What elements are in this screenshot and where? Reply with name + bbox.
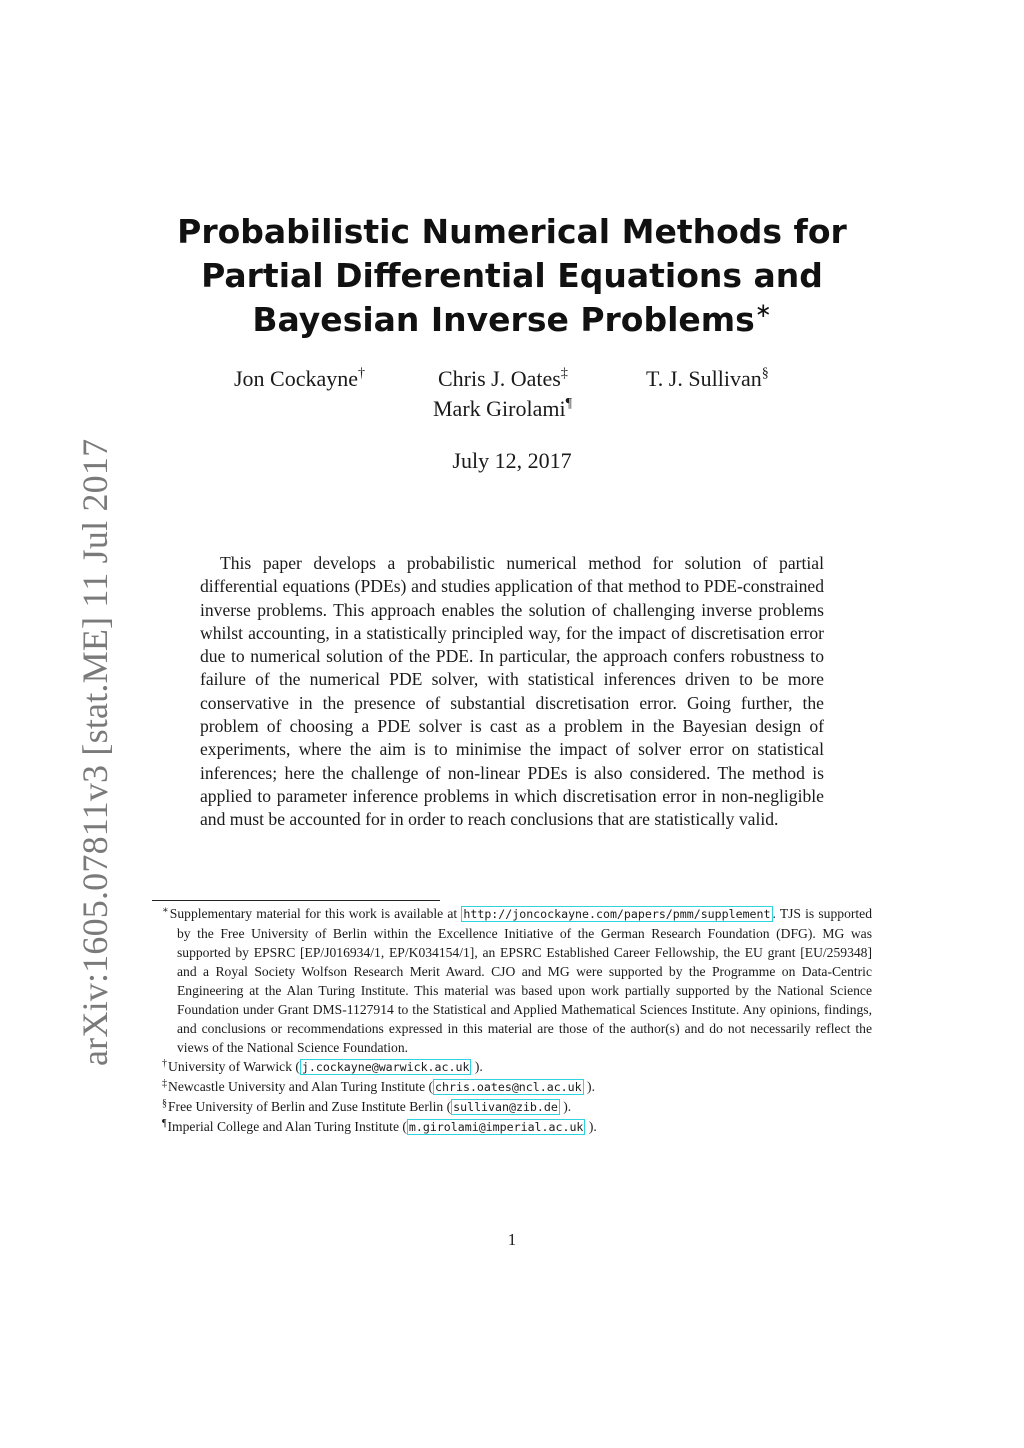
- footnote-text: . TJS is supported by the Free University of Berlin within the Excellence Initiative of the German Research Foundation (DFG). MG was supported by EPSRC [EP/J016934/1, EP/K034154/1], an EPSRC Established Career Fellowship, the EU grant [EU/259348] and a Royal Society Wolfson Research Merit Award. CJO and MG were supported by the Programme on Data-Centric Engineering at the Alan Turing Institute. This material was based upon work partially supported by the National Science Foundation under Grant DMS-1127914 to the Statistical and Applied Mathematical Sciences Institute. Any opinions, findings, and conclusions or recommendations expressed in this material are those of the author(s) and do not necessarily reflect the views of the National Science Foundation.: [177, 906, 872, 1055]
- email-link[interactable]: j.cockayne@warwick.ac.uk: [301, 1060, 470, 1074]
- author-mark-girolami: [433, 396, 572, 422]
- footnote-mark: ¶: [162, 1118, 167, 1129]
- author-footnote-mark[interactable]: †: [358, 366, 366, 381]
- footnote-mark: §: [162, 1098, 167, 1109]
- author-tj-sullivan: [646, 366, 769, 392]
- footnote-text: ).: [559, 1099, 572, 1114]
- author-list: [200, 366, 824, 421]
- footnote-affiliation-cockayne: [152, 1057, 872, 1077]
- title-footnote-mark[interactable]: ∗: [754, 300, 772, 322]
- footnote-text: Supplementary material for this work is available at: [169, 906, 462, 921]
- author-name: Chris J. Oates: [438, 366, 561, 391]
- footnote-mark: ∗: [162, 905, 169, 916]
- footnote-text: Free University of Berlin and Zuse Institute Berlin (: [168, 1099, 452, 1114]
- author-name: Jon Cockayne: [234, 366, 359, 391]
- page-number: 1: [507, 1230, 517, 1249]
- footnote-affiliation-oates: [152, 1077, 872, 1097]
- author-jon-cockayne: [234, 366, 365, 392]
- footnote-text: Newcastle University and Alan Turing Institute (: [168, 1079, 434, 1094]
- footnote-mark: ‡: [162, 1078, 167, 1089]
- author-footnote-mark[interactable]: ‡: [560, 366, 568, 381]
- footnote-supplementary: [152, 904, 872, 1057]
- arxiv-identifier: arXiv:1605.07811v3 [stat.ME] 11 Jul 2017: [75, 438, 115, 1066]
- footnotes: [152, 904, 872, 1137]
- author-footnote-mark[interactable]: ¶: [565, 396, 572, 411]
- footnote-text: ).: [585, 1119, 597, 1134]
- footnote-affiliation-sullivan: [152, 1097, 872, 1117]
- footnote-text: Imperial College and Alan Turing Institute (: [167, 1119, 407, 1134]
- footnote-text: ).: [471, 1059, 483, 1074]
- footnote-affiliation-girolami: [152, 1117, 872, 1137]
- publication-date: July 12, 2017: [452, 448, 572, 473]
- author-footnote-mark[interactable]: §: [761, 366, 769, 381]
- email-link[interactable]: m.girolami@imperial.ac.uk: [408, 1120, 584, 1134]
- paper-title-text: Probabilistic Numerical Methods for Partial Differential Equations and Bayesian Inverse Problems: [177, 212, 847, 339]
- email-link[interactable]: sullivan@zib.de: [453, 1100, 558, 1114]
- footnote-rule: [152, 900, 440, 901]
- supplement-link[interactable]: http://joncockayne.com/papers/pmm/supplement: [463, 907, 771, 921]
- footnote-text: University of Warwick (: [168, 1059, 300, 1074]
- email-link[interactable]: chris.oates@ncl.ac.uk: [435, 1080, 582, 1094]
- paper-title: [150, 210, 874, 342]
- abstract: This paper develops a probabilistic numerical method for solution of partial differential equations (PDEs) and studies application of that method to PDE-constrained inverse problems. This approach enables the solution of challenging inverse problems whilst accounting, in a statistically principled way, for the impact of discretisation error due to numerical solution of the PDE. In particular, the approach confers robustness to failure of the numerical PDE solver, with statistical inferences driven to be more conservative in the presence of substantial discretisation error. Going further, the problem of choosing a PDE solver is cast as a problem in the Bayesian design of experiments, where the aim is to minimise the impact of solver error on statistical inferences; here the challenge of non-linear PDEs is also considered. The method is applied to parameter inference problems in which discretisation error in non-negligible and must be accounted for in order to reach conclusions that are statistically valid.: [200, 553, 824, 830]
- footnote-mark: †: [162, 1058, 167, 1069]
- author-chris-oates: [438, 366, 568, 392]
- author-name: T. J. Sullivan: [646, 366, 762, 391]
- footnote-text: ).: [583, 1079, 595, 1094]
- author-name: Mark Girolami: [433, 396, 566, 421]
